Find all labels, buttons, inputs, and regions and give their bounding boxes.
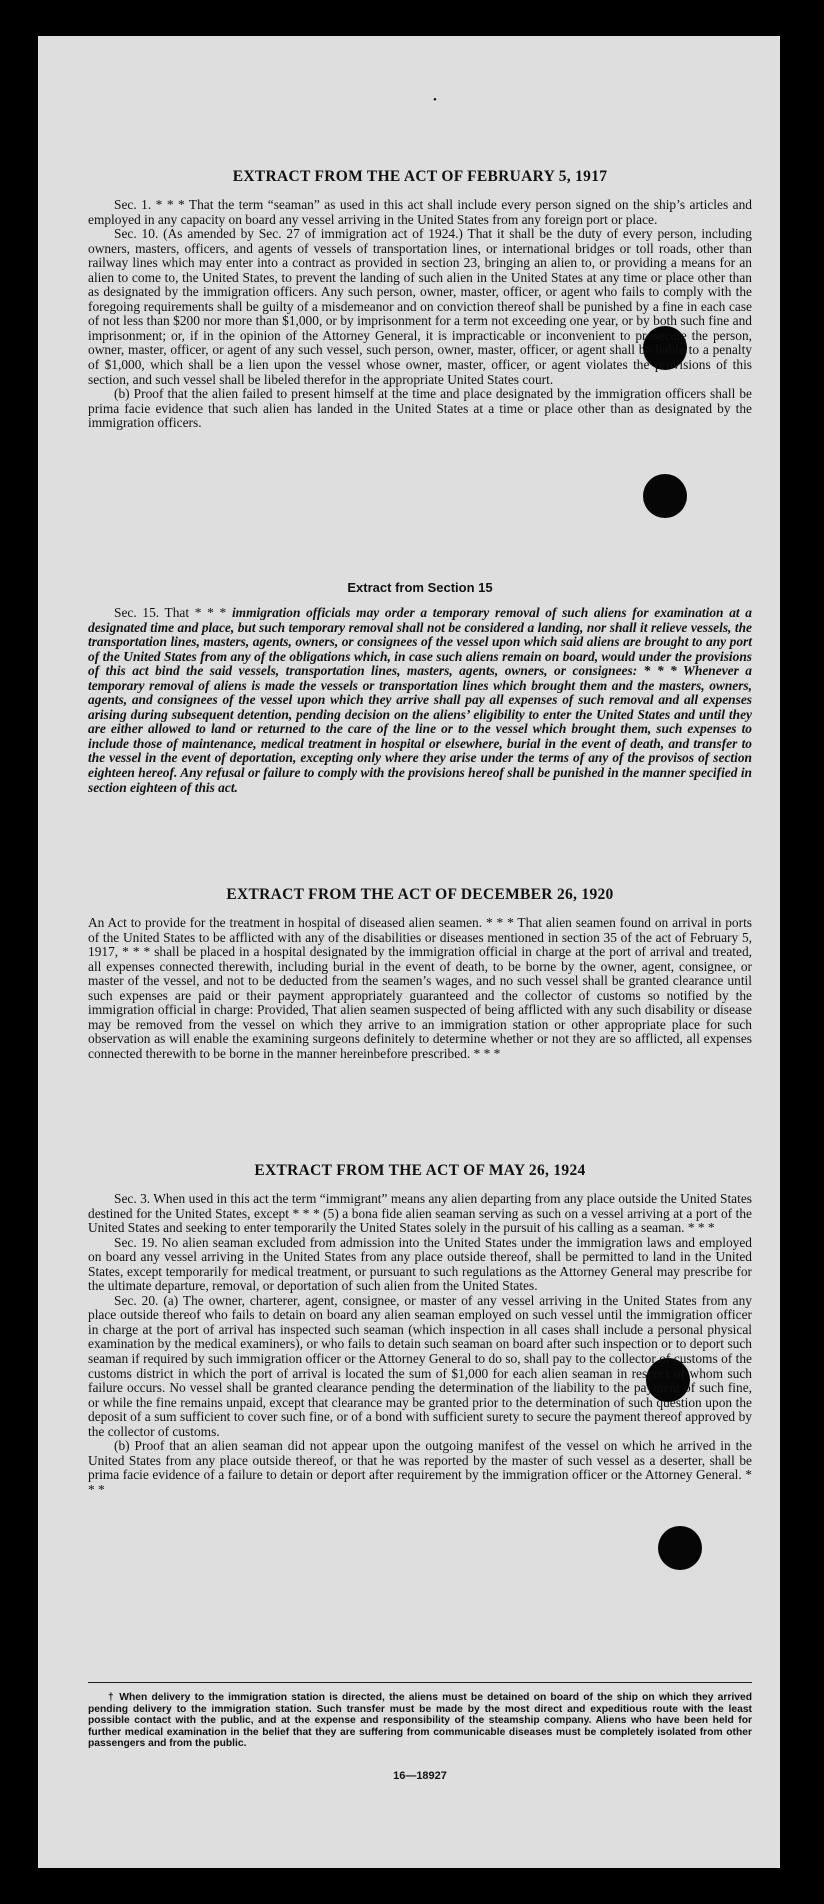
paragraph-sec-10b: (b) Proof that the alien failed to present himself at the time and place designated by the immigration officers shall be prima facie evidence that such alien has landed in the United States at a time or place other than as designated by the immigration officers. [88,386,752,431]
heading-section-15: Extract from Section 15 [347,580,493,595]
section-1924-text [88,1192,752,1497]
paragraph-sec-20b: (b) Proof that an alien seaman did not appear upon the outgoing manifest of the vessel on which he arrived in the United States from any place outside thereof, or that he was reported by the master of such vessel as a deserter, shall be prima facie evidence of a failure to detain or deport after requirement by the immigration officer or the Attorney General. * * * [88,1438,752,1497]
top-bullet: • [433,94,437,106]
footnote-divider [88,1682,752,1683]
heading-act-1920: EXTRACT FROM THE ACT OF DECEMBER 26, 1920 [226,886,614,903]
section-15-body: immigration officials may order a temporary removal of such aliens for examination at a designated time and place, but such temporary removal shall not be considered a landing, nor shall it relieve vessels, the transportation lines, masters, agents, owners, or consignees of the vessel upon which said aliens are brought to any port of the United States from any of the obligations which, in case such aliens remain on board, would under the provisions of this act bind the said vessels, transportation lines, masters, agents, owners, or consignees: * * * Whenever a temporary removal of aliens is made the vessels or transportation lines which brought them and the masters, owners, agents, and consignees of the vessel upon which they arrive shall pay all expenses of such removal and all expenses arising during subsequent detention, pending decision on the aliens’ eligibility to enter the United States and until they are either allowed to land or returned to the care of the line or to the vessel which brought them, such expenses to include those of maintenance, medical treatment in hospital or elsewhere, burial in the event of death, and transfer to the vessel in the event of deportation, excepting only where they arise under the terms of any of the provisos of section eighteen hereof. Any refusal or failure to comply with the provisions hereof shall be punished in the manner specified in section eighteen of this act. [88,605,752,795]
section-15-text [88,606,752,795]
punch-hole-2 [643,474,687,518]
section-1917-text [88,198,752,431]
paragraph-sec-19: Sec. 19. No alien seaman excluded from admission into the United States under the immigration laws and employed on board any vessel arriving in the United States from any place outside thereof, shall be permitted to land in the United States, except temporarily for medical treatment, or pursuant to such regulations as the Attorney General may prescribe for the ultimate departure, removal, or deportation of such alien from the United States. [88,1234,752,1294]
section-15-lead: Sec. 15. That * * * [114,605,227,620]
footnote: † When delivery to the immigration station is directed, the aliens must be detained on board of the ship on which they arrived pending delivery to the immigration station. Such transfer must be made by the most direct and expeditious route with the least possible contact with the public, and at the expense and responsibility of the steamship company. Aliens who have been held for further medical examination in the belief that they are suffering from communicable diseases must be completely isolated from other passengers and from the public. [88,1692,752,1750]
punch-hole-4 [658,1526,702,1570]
section-1920-text [88,916,752,1061]
paragraph-sec-1: Sec. 1. * * * That the term “seaman” as used in this act shall include every person signed on the ship’s articles and employed in any capacity on board any vessel arriving in the United States from any foreign port or place. [88,197,752,227]
heading-act-1917: EXTRACT FROM THE ACT OF FEBRUARY 5, 1917 [232,168,608,185]
paragraph-sec-3: Sec. 3. When used in this act the term “immigrant” means any alien departing from any place outside the United States destined for the United States, except * * * (5) a bona fide alien seaman serving as such on a vessel arriving at a port of the United States and seeking to enter temporarily the United States solely in the pursuit of his calling as a seaman. * * * [88,1191,752,1236]
heading-act-1924: EXTRACT FROM THE ACT OF MAY 26, 1924 [254,1162,586,1179]
paragraph-sec-10: Sec. 10. (As amended by Sec. 27 of immigration act of 1924.) That it shall be the duty of every person, including owners, masters, officers, and agents of vessels of transportation lines, or international bridges or toll roads, other than railway lines which may enter into a contract as provided in section 23, bringing an alien to, or providing a means for an alien to come to, the United States, to prevent the landing of such alien in the United States at any time or place other than as designated by the immigration officers. Any such person, owner, master, officer, or agent who fails to comply with the foregoing requirements shall be guilty of a misdemeanor and on conviction thereof shall be punished by a fine in each case of not less than $200 nor more than $1,000, or by imprisonment for a term not exceeding one year, or by both such fine and imprisonment; or, if in the opinion of the Attorney General, it is impracticable or inconvenient to prosecute the person, owner, master, officer, or agent of any such vessel, such person, owner, master, officer, or agent shall be liable to a penalty of $1,000, which shall be a lien upon the vessel whose owner, master, officer, or agent violates the provisions of this section, and such vessel shall be libeled therefor in the appropriate United States court. [88,226,752,387]
document-page [38,36,780,1868]
paragraph-sec-20a: Sec. 20. (a) The owner, charterer, agent, consignee, or master of any vessel arriving in the United States from any place outside thereof who fails to detain on board any alien seaman employed on such vessel until the immigration officer in charge at the port of arrival has inspected such seaman (which inspection in all cases shall include a personal physical examination by the medical examiners), or who fails to detain such seaman on board after such inspection or to deport such seaman if required by such immigration officer or the Attorney General to do so, shall pay to the collector of customs of the customs district in which the port of arrival is located the sum of $1,000 for each alien seaman in respect of whom such failure occurs. No vessel shall be granted clearance pending the determination of the liability to the payment of such fine, or while the fine remains unpaid, except that clearance may be granted prior to the determination of such question upon the deposit of a sum sufficient to cover such fine, or of a bond with sufficient surety to secure the payment thereof approved by the collector of customs. [88,1292,752,1439]
page-number: 16—18927 [393,1770,447,1782]
paragraph-1920: An Act to provide for the treatment in hospital of diseased alien seamen. * * * That alien seamen found on arrival in ports of the United States to be afflicted with any of the disabilities or diseases mentioned in section 35 of the act of February 5, 1917, * * * shall be placed in a hospital designated by the immigration official in charge at the port of arrival and treated, all expenses connected therewith, including burial in the event of death, to be borne by the owner, agent, consignee, or master of the vessel, and not to be deducted from the seamen’s wages, and no such vessel shall be granted clearance until such expenses are paid or their payment appropriately guaranteed and the collector of customs so notified by the immigration official in charge: Provided, That alien seamen suspected of being afflicted with any such disability or disease may be removed from the vessel on which they arrive to an immigration station or other appropriate place for such observation as will enable the examining surgeons definitely to determine whether or not they are so afflicted, all expenses connected therewith to be borne in the manner hereinbefore prescribed. * * * [88,915,752,1061]
